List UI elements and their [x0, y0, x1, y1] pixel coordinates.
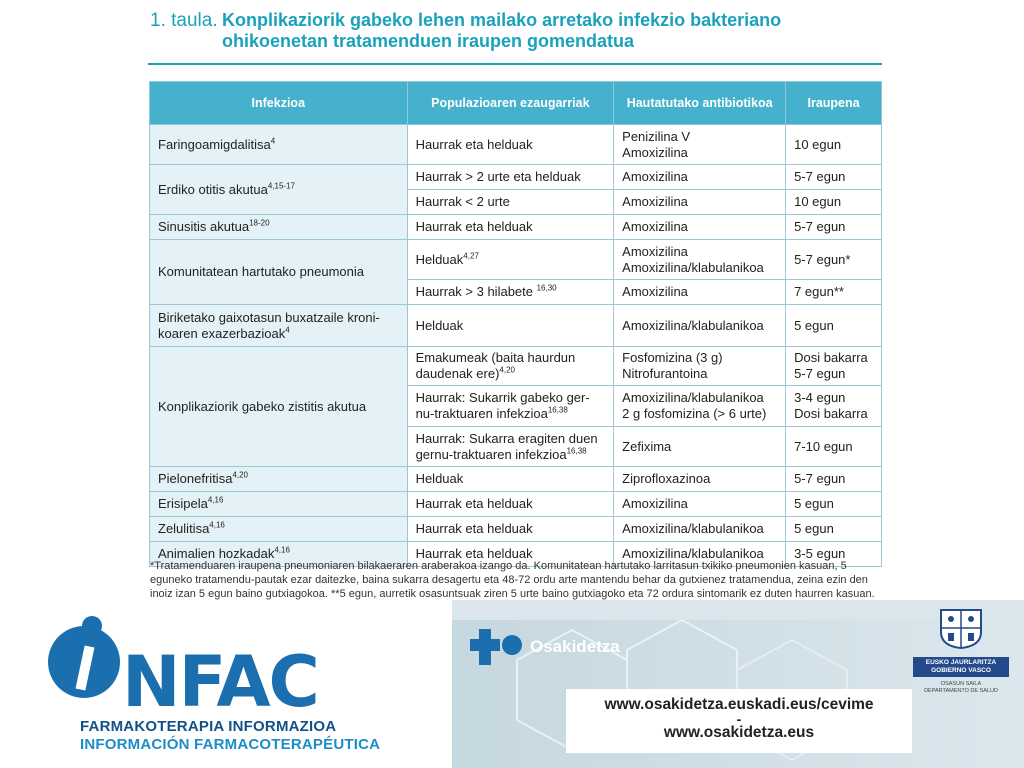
cell-population-text: Haurrak eta helduak [415, 219, 533, 234]
cell-antibiotic [614, 305, 786, 347]
cell-infection [150, 492, 408, 517]
cell-infection-text: koaren exazerbazioak [158, 325, 286, 341]
cell-population [407, 305, 614, 347]
reference-sup: 16,38 [547, 405, 568, 415]
cell-population-text: nu-traktuaren infekzioa [415, 406, 548, 421]
cell-duration [786, 215, 882, 240]
url-box [566, 689, 912, 753]
cell-infection [150, 165, 408, 215]
cell-antibiotic-text: Amoxizilina [622, 496, 688, 511]
cell-population [407, 280, 614, 305]
cell-antibiotic [614, 240, 786, 280]
cell-infection-text: Sinusitis akutua [158, 219, 250, 234]
cell-duration-text: 5-7 egun [794, 471, 846, 486]
infac-i-icon [44, 614, 122, 718]
cell-population [407, 165, 614, 190]
table-row [150, 467, 882, 492]
cell-antibiotic [614, 517, 786, 542]
cell-duration [786, 347, 882, 386]
cell-antibiotic-text: Penizilina V [622, 128, 691, 144]
osakidetza-logo [470, 625, 620, 669]
cell-duration [786, 125, 882, 165]
table-row [150, 305, 882, 347]
cell-population [407, 467, 614, 492]
coat-of-arms-icon [931, 604, 991, 650]
cell-population-text: Haurrak > 3 hilabete [415, 284, 537, 299]
reference-sup: 4,16 [207, 495, 224, 505]
cell-antibiotic-text: 2 g fosfomizina (> 6 urte) [622, 406, 767, 421]
cell-antibiotic-text: Amoxizilina/klabulanikoa [622, 521, 764, 536]
basque-government-logo [905, 604, 1017, 695]
gov-label: EUSKO JAURLARITZA GOBIERNO VASCO [913, 657, 1009, 677]
cell-infection [150, 125, 408, 165]
cell-duration [786, 492, 882, 517]
cell-population [407, 125, 614, 165]
cell-population [407, 427, 614, 467]
cell-infection-text: Komunitatean hartutako pneumonia [158, 264, 364, 279]
cell-antibiotic [614, 190, 786, 215]
cell-population [407, 240, 614, 280]
table-title [150, 10, 890, 52]
cell-population [407, 347, 614, 386]
reference-sup: 4 [270, 136, 276, 146]
cell-duration-text: 5-7 egun [794, 169, 846, 184]
cell-population-text: Haurrak > 2 urte eta helduak [415, 169, 581, 184]
cell-infection [150, 215, 408, 240]
reference-sup: 4,15-17 [267, 181, 295, 191]
table-row [150, 215, 882, 240]
cell-antibiotic-text: Amoxizilina/klabulanikoa [622, 317, 764, 333]
cell-antibiotic-text: Zefixima [622, 438, 672, 454]
title-divider [148, 63, 882, 65]
reference-sup: 4,27 [463, 251, 479, 261]
reference-sup: 4,16 [274, 545, 290, 555]
cell-antibiotic-text: Fosfomizina (3 g) [622, 350, 723, 365]
table-row [150, 125, 882, 165]
infac-tagline-es: INFORMACIÓN FARMACOTERAPÉUTICA [80, 736, 381, 753]
treatment-table [149, 81, 882, 567]
cell-antibiotic-text: Amoxizilina [622, 144, 688, 160]
cell-infection-text: Biriketako gaixotasun buxatzaile kroni- [158, 309, 380, 325]
cell-antibiotic [614, 386, 786, 427]
cell-duration [786, 240, 882, 280]
reference-sup: 16,30 [536, 283, 557, 293]
cell-antibiotic-text: Amoxizilina [622, 194, 688, 209]
table-row [150, 492, 882, 517]
cell-population-text: Emakumeak (baita haurdun [415, 350, 576, 365]
cell-antibiotic-text: Amoxizilina/klabulanikoa [622, 390, 764, 405]
cell-population-text: Helduak [415, 317, 464, 333]
cell-population [407, 386, 614, 427]
cell-infection [150, 305, 408, 347]
table-row [150, 165, 882, 190]
title-line-1: Konplikaziorik gabeko lehen mailako arretako infekzio bakteriano [222, 10, 782, 30]
cell-duration [786, 386, 882, 427]
cell-population-text: gernu-traktuaren infekzioa [415, 446, 567, 462]
infac-wordmark: NFAC [122, 641, 318, 723]
cell-duration-text: 5 egun [794, 317, 834, 333]
cell-population-text: Haurrak eta helduak [415, 496, 533, 511]
cell-antibiotic [614, 215, 786, 240]
cell-antibiotic-text: Amoxizilina [622, 243, 688, 259]
cell-population-text: Haurrak eta helduak [415, 546, 533, 561]
cell-antibiotic [614, 165, 786, 190]
cell-antibiotic [614, 427, 786, 467]
table-row [150, 517, 882, 542]
header-duration: Iraupena [786, 82, 882, 125]
cell-duration [786, 305, 882, 347]
gov-sublabel: OSASUN SAILA DEPARTAMENTO DE SALUD [924, 681, 998, 694]
cell-antibiotic-text: Nitrofurantoina [622, 366, 708, 381]
cell-duration-text: 5-7 egun [794, 219, 846, 234]
reference-sup: 4,16 [209, 520, 225, 530]
cell-population-text: Haurrak < 2 urte [415, 194, 510, 209]
cell-antibiotic-text: Ziprofloxazinoa [622, 471, 711, 486]
cell-antibiotic [614, 347, 786, 386]
cell-duration-text: 5-7 egun* [794, 251, 851, 267]
header-antibiotic: Hautatutako antibiotikoa [614, 82, 786, 125]
cell-population-text: Haurrak eta helduak [415, 521, 533, 536]
cell-duration-text: 3-5 egun [794, 546, 846, 561]
cell-population-text: Haurrak eta helduak [415, 136, 533, 152]
cell-duration-text: Dosi bakarra [794, 350, 868, 365]
cell-infection-text: Erisipela [158, 496, 208, 511]
cell-antibiotic-text: Amoxizilina [622, 219, 688, 234]
osakidetza-cross-icon [470, 625, 524, 669]
cell-antibiotic [614, 492, 786, 517]
cell-population [407, 492, 614, 517]
title-line-2: ohikoenetan tratamenduen iraupen gomendatua [222, 31, 635, 51]
cell-duration [786, 467, 882, 492]
cell-duration [786, 280, 882, 305]
reference-sup: 16,38 [566, 446, 587, 456]
cell-population-text: daudenak ere) [415, 366, 500, 381]
cell-duration-text: 5 egun [794, 521, 834, 536]
cell-infection [150, 347, 408, 467]
url-osakidetza[interactable]: www.osakidetza.eus [663, 724, 815, 741]
cell-duration-text: 5-7 egun [794, 366, 846, 381]
cell-population-text: Haurrak: Sukarrik gabeko ger- [415, 390, 590, 405]
cell-infection-text: Konplikaziorik gabeko zistitis akutua [158, 398, 367, 414]
cell-antibiotic [614, 280, 786, 305]
cell-duration [786, 517, 882, 542]
cell-population-text: Haurrak: Sukarra eragiten duen [415, 430, 598, 446]
cell-duration-text: Dosi bakarra [794, 406, 868, 421]
reference-sup: 18-20 [249, 218, 270, 228]
cell-antibiotic [614, 467, 786, 492]
cell-antibiotic-text: Amoxizilina/klabulanikoa [622, 259, 764, 275]
cell-antibiotic [614, 125, 786, 165]
footnote: *Tratamenduaren iraupena pneumoniaren bilakaeraren araberakoa izango da. Komunitatean hartutako larritasun txikiko pneumonien kasuan, 5 eguneko tratamendu-pautak ezar daitezke, baina sukarra desagertu eta 48-72 ordu arte mantendu behar da gutxienez tratamendua, zeina ezin den inoiz izan 5 egun baino gutxiagokoa. **5 egun, aurretik osasuntsuak ziren 5 urte baino gutxiagoko eta 72 ordura sintomarik ez duten haurren kasuan. [150, 560, 875, 600]
cell-population [407, 190, 614, 215]
cell-infection [150, 467, 408, 492]
url-cevime[interactable]: www.osakidetza.euskadi.eus/cevime [604, 696, 874, 713]
cell-infection-text: Erdiko otitis akutua [158, 181, 268, 197]
cell-infection-text: Pielonefritisa [158, 471, 233, 486]
cell-duration-text: 7 egun** [794, 284, 844, 299]
cell-duration [786, 190, 882, 215]
cell-duration-text: 7-10 egun [794, 438, 853, 454]
cell-duration [786, 165, 882, 190]
cell-duration-text: 3-4 egun [794, 390, 846, 405]
cell-antibiotic-text: Amoxizilina/klabulanikoa [622, 546, 764, 561]
cell-infection [150, 240, 408, 305]
url-separator: - [736, 711, 742, 727]
cell-antibiotic-text: Amoxizilina [622, 169, 688, 184]
header-population: Populazioaren ezaugarriak [407, 82, 614, 125]
osakidetza-label: Osakidetza [530, 637, 620, 656]
table-number: 1. taula. [150, 10, 218, 31]
cell-duration-text: 5 egun [794, 496, 834, 511]
reference-sup: 4 [285, 325, 290, 335]
table-row [150, 240, 882, 280]
cell-infection-text: Animalien hozkadak [158, 546, 275, 561]
cell-population-text: Helduak [415, 251, 464, 267]
cell-population [407, 517, 614, 542]
table-header-row [150, 82, 882, 125]
cell-duration [786, 427, 882, 467]
cell-duration-text: 10 egun [794, 194, 842, 209]
cell-infection-text: Zelulitisa [158, 521, 210, 536]
cell-duration-text: 10 egun [794, 136, 842, 152]
infac-logo [44, 614, 380, 754]
reference-sup: 4,20 [232, 470, 249, 480]
cell-infection-text: Faringoamigdalitisa [158, 136, 271, 152]
reference-sup: 4,20 [499, 365, 515, 375]
header-infection: Infekzioa [150, 82, 408, 125]
cell-population-text: Helduak [415, 471, 464, 486]
cell-population [407, 215, 614, 240]
table-row [150, 347, 882, 386]
infac-tagline-eu: FARMAKOTERAPIA INFORMAZIOA [80, 718, 337, 735]
cell-infection [150, 517, 408, 542]
cell-antibiotic-text: Amoxizilina [622, 284, 688, 299]
